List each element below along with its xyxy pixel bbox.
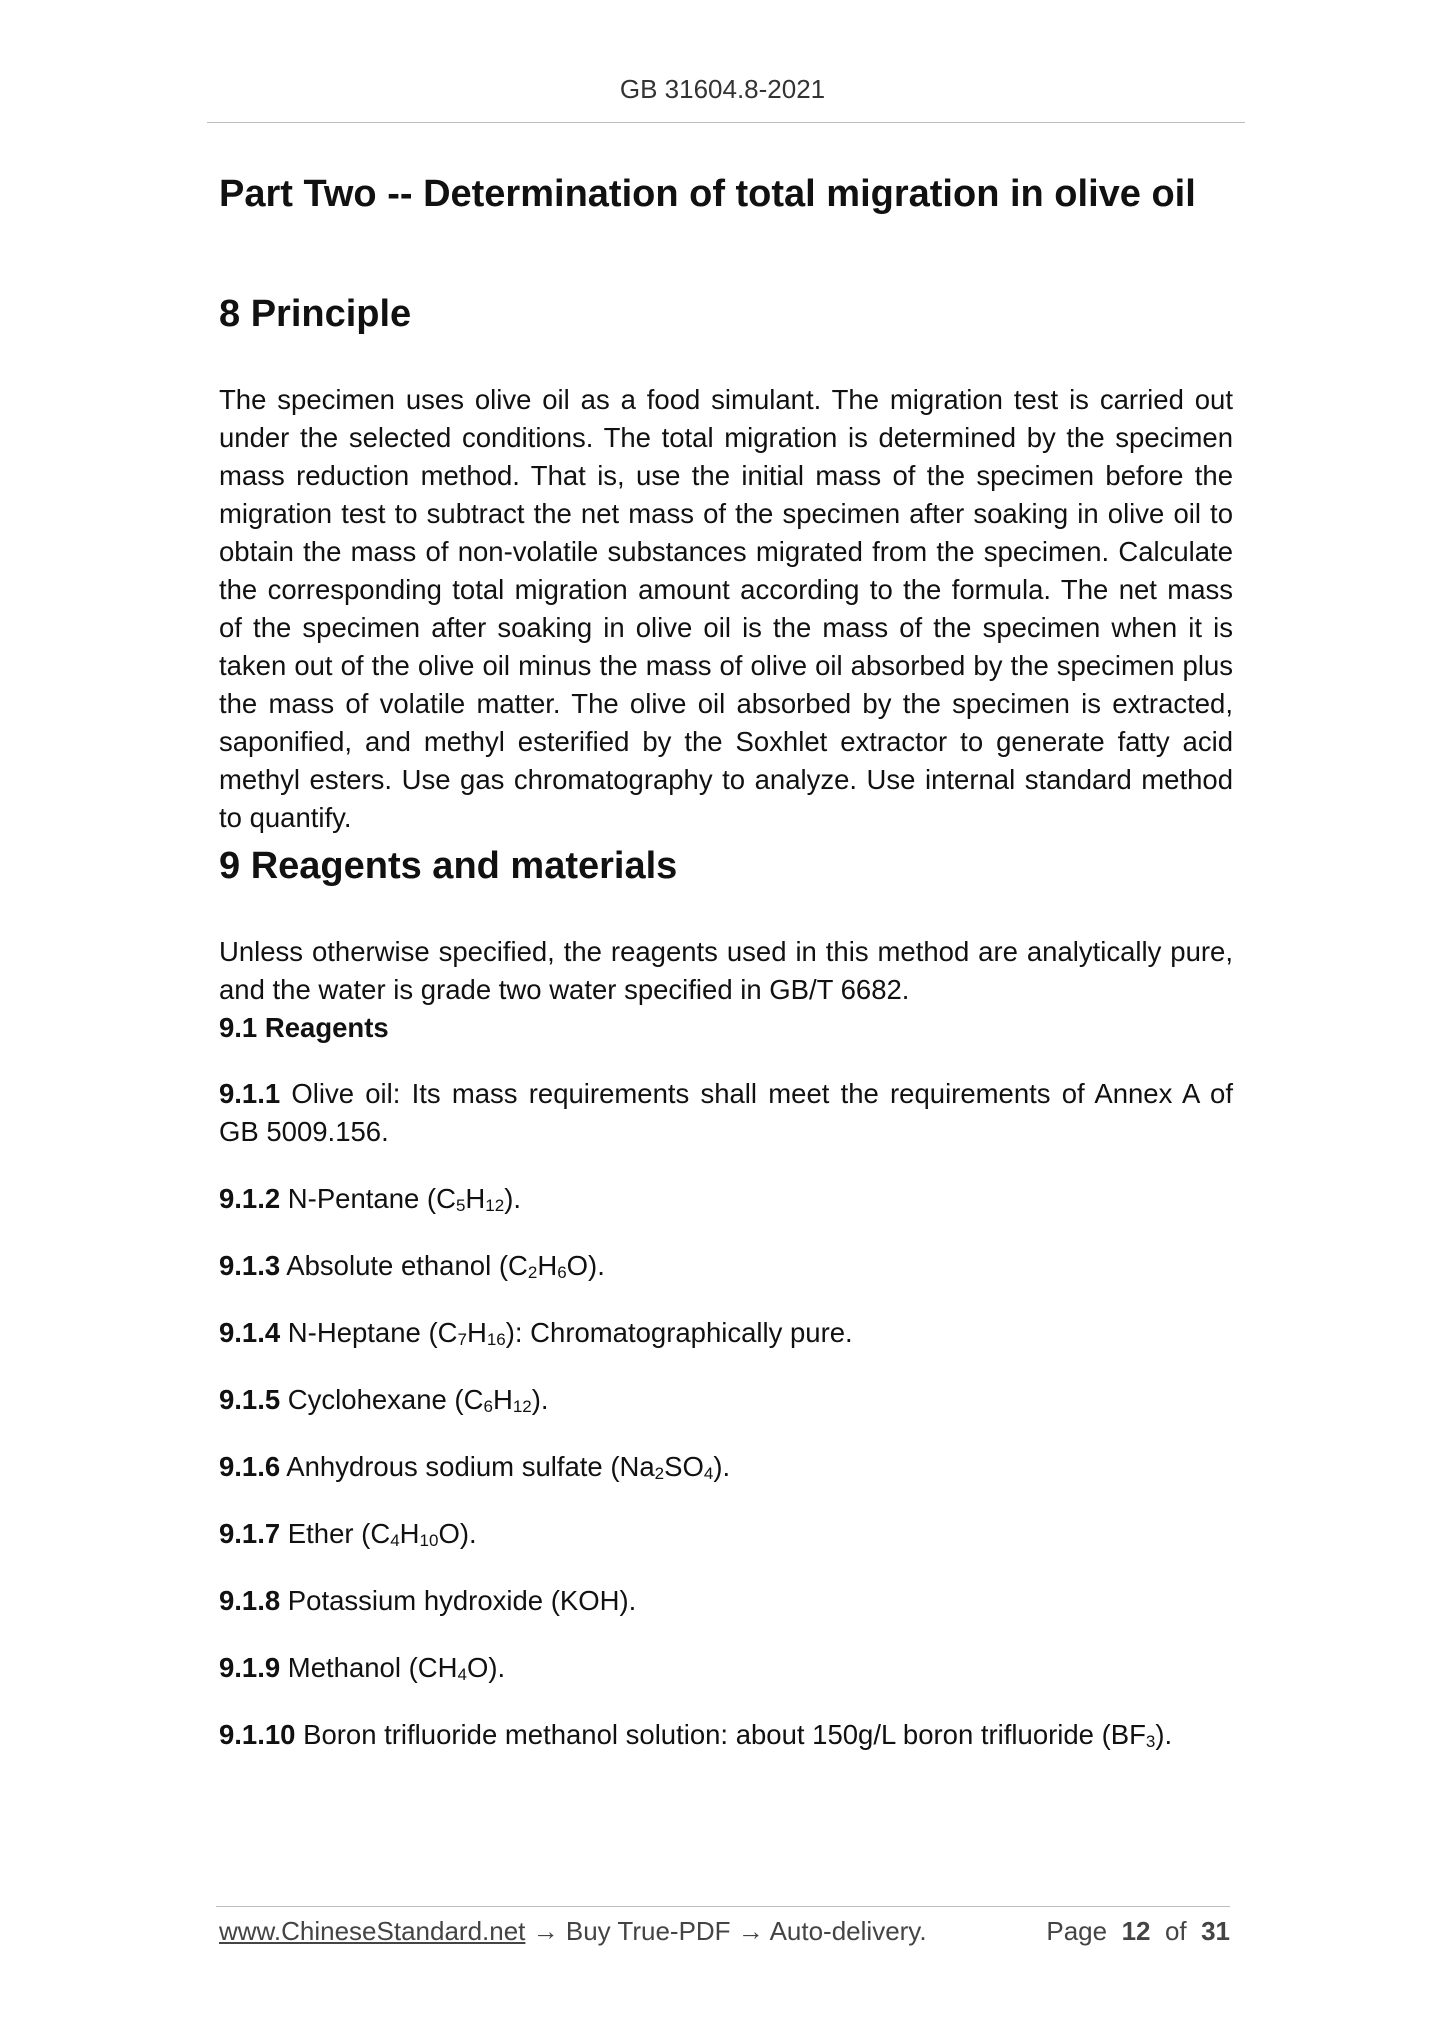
reagent-text: N-Heptane (C	[280, 1317, 458, 1348]
reagent-text: O).	[566, 1250, 605, 1281]
section-8-body: The specimen uses olive oil as a food simulant. The migration test is carried out under the selected conditions. The total migration is determined by the specimen mass reduction method. That is, use the initial mass of the specimen before the migration test to subtract the net mass of the specimen after soaking in olive oil to obtain the mass of non-volatile substances migrated from the specimen. Calculate the corresponding total migration amount according to the formula. The net mass of the specimen after soaking in olive oil is the mass of the specimen when it is taken out of the olive oil minus the mass of olive oil absorbed by the specimen plus the mass of volatile matter. The olive oil absorbed by the specimen is extracted, saponified, and methyl esterified by the Soxhlet extractor to generate fatty acid methyl esters. Use gas chromatography to analyze. Use internal standard method to quantify.	[219, 384, 1233, 833]
formula-subscript: 7	[457, 1330, 467, 1349]
formula-subscript: 6	[483, 1397, 493, 1416]
reagent-number: 9.1.5	[219, 1384, 281, 1415]
reagent-number: 9.1.7	[219, 1518, 281, 1549]
page-indicator	[1046, 1916, 1230, 1947]
formula-subscript: 4	[390, 1531, 400, 1550]
part-title: Part Two -- Determination of total migration in olive oil	[219, 173, 1196, 215]
section-9-intro: Unless otherwise specified, the reagents used in this method are analytically pure, and the water is grade two water specified in GB/T 6682.	[219, 936, 1233, 1005]
reagent-text: H	[537, 1250, 558, 1281]
section-9-1-title: 9.1 Reagents	[219, 1012, 389, 1043]
section-8-title: 8 Principle	[219, 293, 412, 335]
reagent-text: ).	[713, 1451, 731, 1482]
reagent-item	[219, 1716, 1233, 1754]
reagent-text: Olive oil: Its mass requirements shall meet the requirements of Annex A of GB 5009.156.	[219, 1078, 1233, 1147]
section-9-title: 9 Reagents and materials	[219, 845, 678, 887]
reagent-item	[219, 1180, 1233, 1218]
page-total: 31	[1201, 1916, 1230, 1946]
reagent-item	[219, 1247, 1233, 1285]
reagent-text: O).	[466, 1652, 506, 1683]
reagent-text: Cyclohexane (C	[280, 1384, 484, 1415]
formula-subscript: 2	[654, 1464, 665, 1483]
reagent-number: 9.1.1	[219, 1078, 281, 1109]
page-label: Page	[1046, 1916, 1108, 1946]
reagent-item	[219, 1649, 1233, 1687]
reagent-number: 9.1.3	[219, 1250, 281, 1281]
formula-subscript: 5	[455, 1196, 466, 1215]
reagent-text: Methanol (CH	[280, 1652, 458, 1683]
of-label: of	[1164, 1916, 1187, 1946]
formula-subscript: 16	[486, 1330, 506, 1349]
formula-subscript: 12	[485, 1196, 505, 1215]
reagent-text: Absolute ethanol (C	[280, 1250, 528, 1281]
reagent-text: H	[492, 1384, 513, 1415]
page-footer	[219, 1916, 1230, 1947]
reagent-text: SO	[664, 1451, 704, 1482]
reagent-number: 9.1.2	[219, 1183, 281, 1214]
page-number: 12	[1121, 1916, 1151, 1946]
reagent-text: Anhydrous sodium sulfate (Na	[280, 1451, 655, 1482]
footer-promo	[219, 1916, 927, 1947]
header-divider	[207, 122, 1245, 123]
reagent-text: Ether (C	[280, 1518, 391, 1549]
formula-subscript: 4	[703, 1464, 714, 1483]
page-content	[219, 165, 1233, 1783]
reagent-item	[219, 1381, 1233, 1419]
reagent-text: Potassium hydroxide (KOH).	[280, 1585, 637, 1616]
footer-promo-text: → Buy True-PDF → Auto-delivery.	[525, 1916, 927, 1946]
reagent-item	[219, 1448, 1233, 1486]
reagent-text: N-Pentane (C	[280, 1183, 456, 1214]
reagent-number: 9.1.6	[219, 1451, 281, 1482]
reagent-number: 9.1.10	[219, 1719, 296, 1750]
reagent-text: Boron trifluoride methanol solution: about 150g/L boron trifluoride (BF	[295, 1719, 1146, 1750]
formula-subscript: 10	[419, 1531, 439, 1550]
formula-subscript: 6	[557, 1263, 567, 1282]
footer-divider	[216, 1906, 1230, 1907]
reagent-list	[219, 1075, 1233, 1754]
reagent-item	[219, 1314, 1233, 1352]
formula-subscript: 4	[457, 1665, 467, 1684]
website-link[interactable]: www.ChineseStandard.net	[219, 1916, 526, 1946]
reagent-item	[219, 1582, 1233, 1620]
reagent-text: H	[399, 1518, 420, 1549]
reagent-text: H	[465, 1183, 486, 1214]
formula-subscript: 2	[527, 1263, 538, 1282]
reagent-text: O).	[438, 1518, 477, 1549]
reagent-number: 9.1.4	[219, 1317, 281, 1348]
reagent-text: H	[466, 1317, 487, 1348]
formula-subscript: 3	[1145, 1732, 1156, 1751]
reagent-number: 9.1.9	[219, 1652, 281, 1683]
reagent-text: ).	[504, 1183, 522, 1214]
reagent-text: ).	[531, 1384, 549, 1415]
document-id-header: GB 31604.8-2021	[619, 74, 826, 104]
reagent-text: ): Chromatographically pure.	[505, 1317, 853, 1348]
reagent-item	[219, 1075, 1233, 1151]
reagent-text: ).	[1155, 1719, 1173, 1750]
reagent-item	[219, 1515, 1233, 1553]
formula-subscript: 12	[512, 1397, 532, 1416]
reagent-number: 9.1.8	[219, 1585, 281, 1616]
